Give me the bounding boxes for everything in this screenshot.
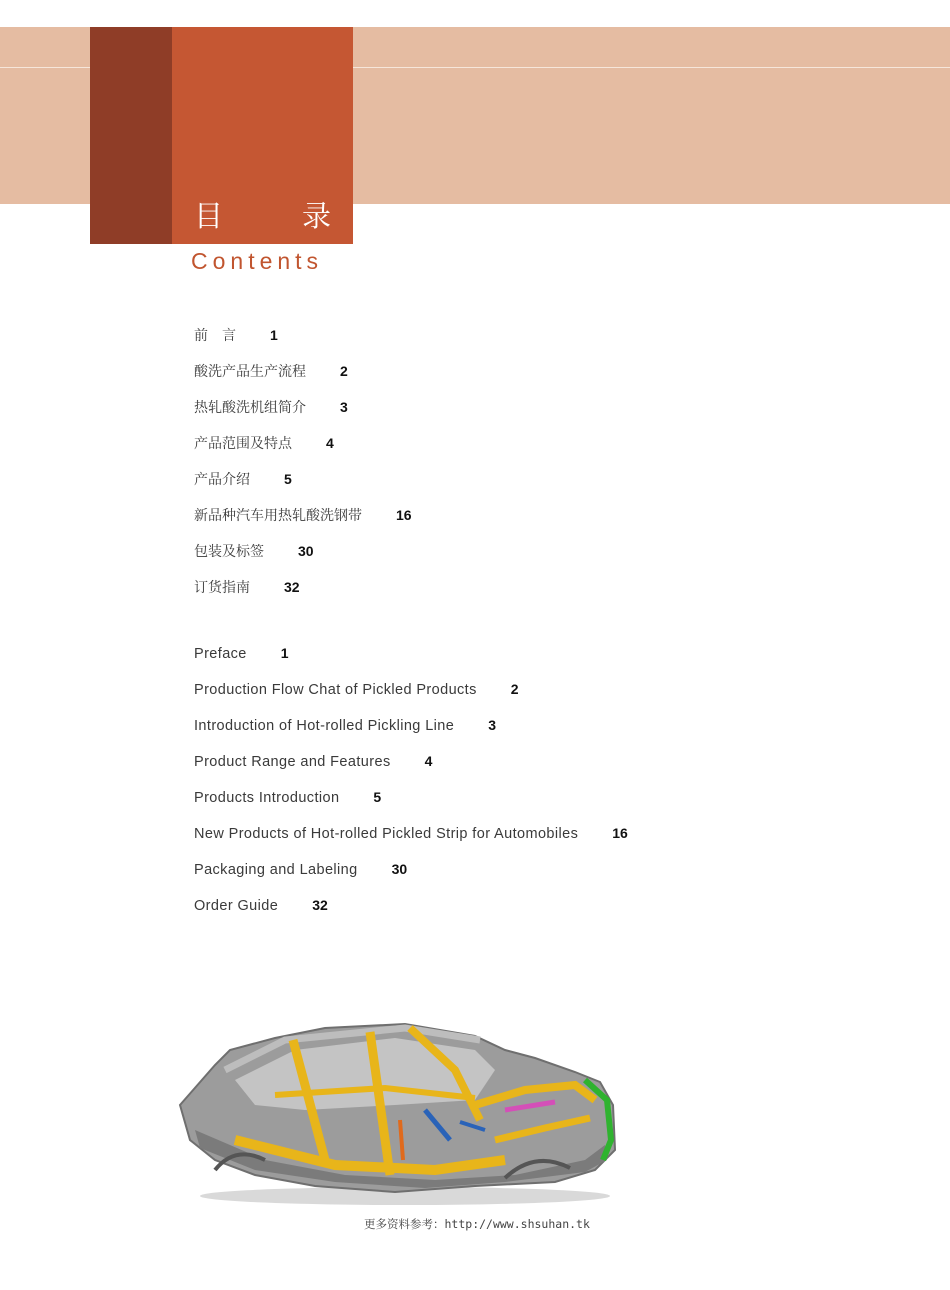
toc-item-label: 酸洗产品生产流程 — [194, 364, 306, 380]
toc-item[interactable] — [194, 786, 381, 808]
toc-item-page: 3 — [488, 717, 497, 733]
toc-item-label: New Products of Hot-rolled Pickled Strip for Automobiles — [194, 826, 579, 842]
toc-item[interactable] — [194, 540, 314, 562]
toc-item-page: 16 — [612, 825, 628, 841]
toc-item[interactable] — [194, 432, 334, 454]
toc-item[interactable] — [194, 468, 292, 490]
toc-item-page: 1 — [280, 645, 289, 661]
toc-item-label: Order Guide — [194, 898, 279, 914]
toc-item-page: 16 — [396, 507, 412, 523]
footer-reference: 更多资料参考：http://www.shsuhan.tk — [364, 1217, 590, 1231]
toc-item-page: 1 — [270, 327, 278, 343]
toc-item[interactable] — [194, 642, 289, 664]
page-title-cn — [194, 196, 334, 236]
toc-item-label: 热轧酸洗机组简介 — [194, 400, 306, 416]
toc-item[interactable] — [194, 576, 300, 598]
toc-item-page: 4 — [326, 435, 334, 451]
toc-item-label: Packaging and Labeling — [194, 862, 358, 878]
header-block-dark — [90, 27, 172, 244]
toc-item[interactable] — [194, 324, 278, 346]
toc-item-page: 30 — [298, 543, 314, 559]
toc-item[interactable] — [194, 678, 519, 700]
toc-item[interactable] — [194, 504, 412, 526]
toc-item-label: Product Range and Features — [194, 754, 391, 770]
toc-item-page: 2 — [340, 363, 348, 379]
toc-item-label: 包装及标签 — [194, 544, 264, 560]
toc-item-page: 5 — [373, 789, 382, 805]
toc-item-label: Production Flow Chat of Pickled Products — [194, 682, 477, 698]
toc-item-page: 4 — [424, 753, 433, 769]
toc-item[interactable] — [194, 894, 328, 916]
toc-item-label: 订货指南 — [194, 580, 250, 596]
toc-item[interactable] — [194, 714, 496, 736]
toc-item[interactable] — [194, 822, 628, 844]
toc-item-label: 新品种汽车用热轧酸洗钢带 — [194, 508, 362, 524]
toc-item[interactable] — [194, 750, 432, 772]
title-cn-char-1: 目 — [194, 199, 224, 233]
toc-item-page: 32 — [312, 897, 328, 913]
toc-item-page: 5 — [284, 471, 292, 487]
toc-item-label: 前 言 — [194, 328, 236, 344]
toc-item-label: Introduction of Hot-rolled Pickling Line — [194, 718, 455, 734]
title-cn-char-2: 录 — [302, 199, 332, 233]
toc-item-page: 32 — [284, 579, 300, 595]
toc-item-label: Products Introduction — [194, 790, 340, 806]
toc-item-page: 30 — [391, 861, 408, 877]
toc-item[interactable] — [194, 396, 348, 418]
toc-item-page: 2 — [510, 681, 519, 697]
toc-item[interactable] — [194, 858, 407, 880]
car-body-frame-icon — [175, 1010, 625, 1210]
toc-item-label: Preface — [194, 646, 247, 662]
toc-item-label: 产品范围及特点 — [194, 436, 292, 452]
toc-item-page: 3 — [340, 399, 348, 415]
toc-item[interactable] — [194, 360, 348, 382]
toc-item-label: 产品介绍 — [194, 472, 250, 488]
page-title-en: Contents — [191, 248, 324, 274]
